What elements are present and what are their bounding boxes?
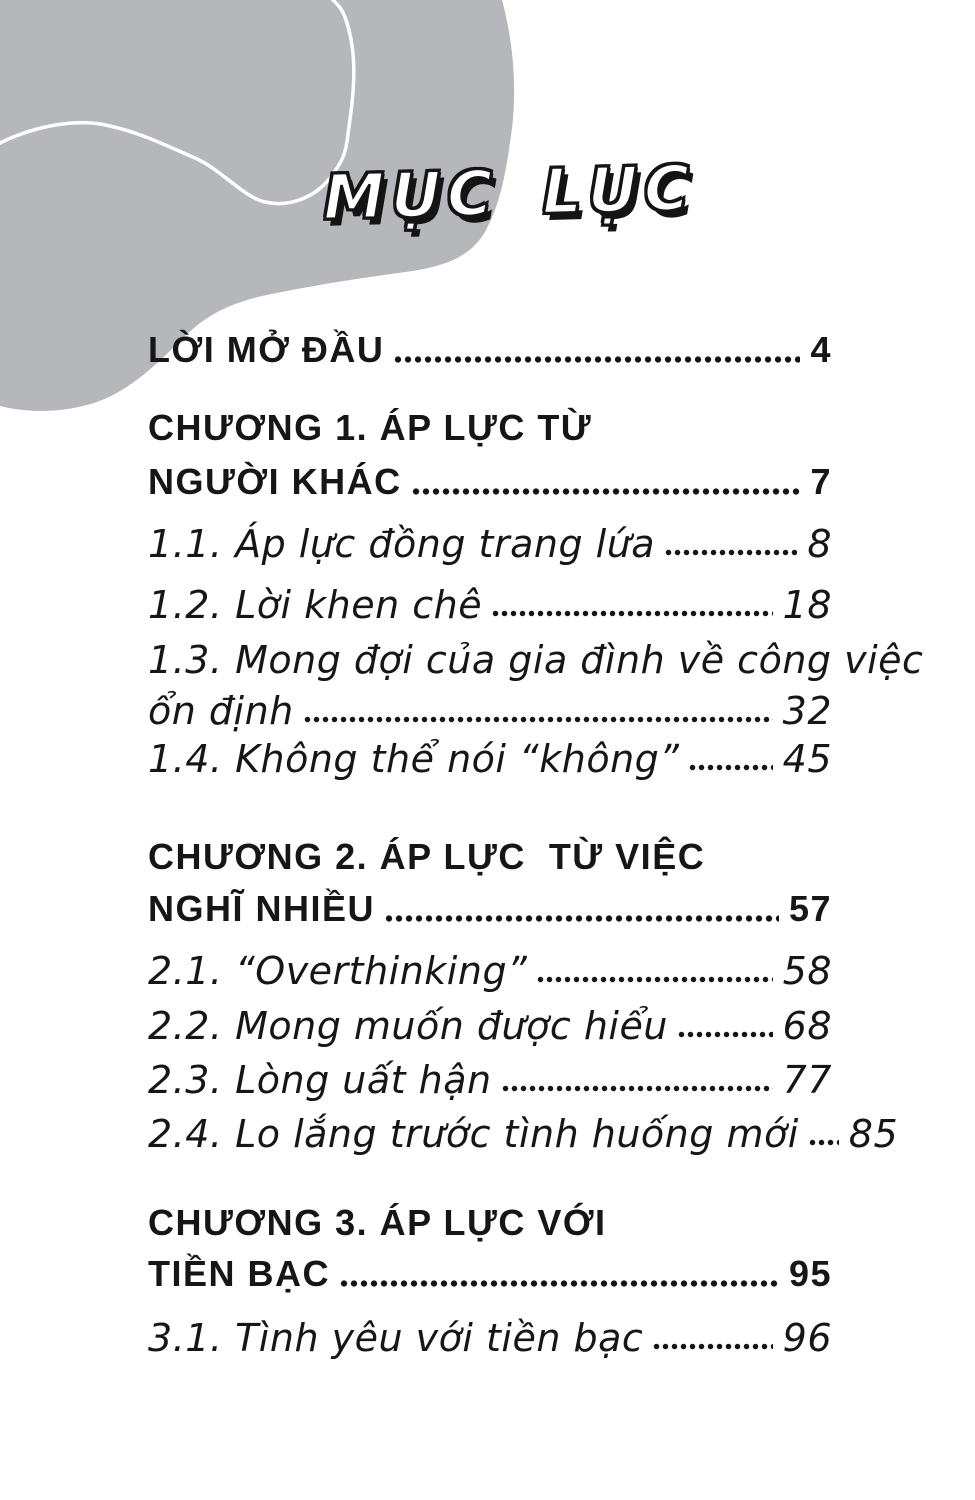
- toc-row-2-4: [148, 1110, 899, 1158]
- page-title: MỤC LỤC: [322, 151, 697, 234]
- toc-entry-label: CHƯƠNG 2. ÁP LỰC TỪ VIỆC: [148, 836, 706, 877]
- toc-row-chuong-3-line-1: [148, 1199, 832, 1247]
- toc-page-number: 68: [782, 1004, 832, 1048]
- dot-leader: [653, 1342, 772, 1351]
- toc-row-1-3-line-2: [148, 687, 832, 735]
- toc-row-chuong-3-line-2: [148, 1250, 832, 1298]
- toc-page-number: 45: [782, 737, 832, 781]
- toc-entry-label: 1.2. Lời khen chê: [148, 583, 483, 627]
- toc-page-number: 18: [782, 583, 832, 627]
- toc-row-chuong-1-line-1: [148, 404, 832, 452]
- toc-entry-label: LỜI MỞ ĐẦU: [148, 329, 385, 370]
- dot-leader: [412, 487, 801, 496]
- dot-leader: [502, 1084, 773, 1093]
- toc-page-number: 8: [807, 522, 832, 566]
- toc-row-loi-mo-dau: [148, 326, 832, 374]
- toc-row-3-1: [148, 1314, 832, 1362]
- toc-page-number: 7: [810, 461, 832, 502]
- toc-page-number: 57: [788, 888, 832, 929]
- toc-page-number: 4: [810, 329, 832, 370]
- toc-entry-label: TIỀN BẠC: [148, 1253, 330, 1294]
- toc-row-1-2: [148, 581, 832, 629]
- dot-leader: [689, 763, 772, 772]
- dot-leader: [492, 609, 773, 618]
- toc-entry-label: 3.1. Tình yêu với tiền bạc: [148, 1316, 644, 1360]
- dot-leader: [304, 715, 773, 724]
- toc-entry-label: 2.4. Lo lắng trước tình huống mới: [148, 1112, 799, 1156]
- toc-entry-label: CHƯƠNG 3. ÁP LỰC VỚI: [148, 1202, 607, 1243]
- toc-page-number: 32: [782, 689, 832, 733]
- toc-row-chuong-2-line-2: [148, 885, 832, 933]
- toc-entry-label: 2.2. Mong muốn được hiểu: [148, 1004, 668, 1048]
- toc-row-chuong-2-line-1: [148, 833, 832, 881]
- toc-page-number: 58: [782, 949, 832, 993]
- dot-leader: [537, 975, 772, 984]
- table-of-contents: [148, 326, 924, 1362]
- toc-entry-label: 2.3. Lòng uất hận: [148, 1058, 492, 1102]
- toc-entry-label: 1.4. Không thể nói “không”: [148, 737, 680, 781]
- toc-entry-label: ổn định: [148, 689, 294, 733]
- toc-page-number: 85: [848, 1112, 899, 1156]
- toc-row-2-3: [148, 1056, 832, 1104]
- toc-page-number: 77: [782, 1058, 832, 1102]
- toc-entry-label: NGHĨ NHIỀU: [148, 888, 376, 929]
- dot-leader: [809, 1138, 839, 1147]
- dot-leader: [665, 548, 797, 557]
- toc-row-chuong-1-line-2: [148, 458, 832, 506]
- toc-entry-label: CHƯƠNG 1. ÁP LỰC TỪ: [148, 407, 593, 448]
- toc-row-2-1: [148, 947, 832, 995]
- toc-row-1-4: [148, 735, 832, 783]
- dot-leader: [394, 355, 800, 364]
- toc-entry-label: 1.3. Mong đợi của gia đình về công việc: [148, 638, 924, 682]
- toc-page-number: 96: [782, 1316, 832, 1360]
- toc-row-1-3-line-1: [148, 636, 924, 684]
- dot-leader: [340, 1279, 779, 1288]
- toc-row-2-2: [148, 1002, 832, 1050]
- toc-row-1-1: [148, 520, 832, 568]
- toc-page-number: 95: [788, 1253, 832, 1294]
- dot-leader: [678, 1030, 773, 1039]
- toc-entry-label: 2.1. “Overthinking”: [148, 949, 528, 993]
- toc-entry-label: NGƯỜI KHÁC: [148, 461, 402, 502]
- toc-entry-label: 1.1. Áp lực đồng trang lứa: [148, 522, 656, 566]
- dot-leader: [385, 914, 779, 923]
